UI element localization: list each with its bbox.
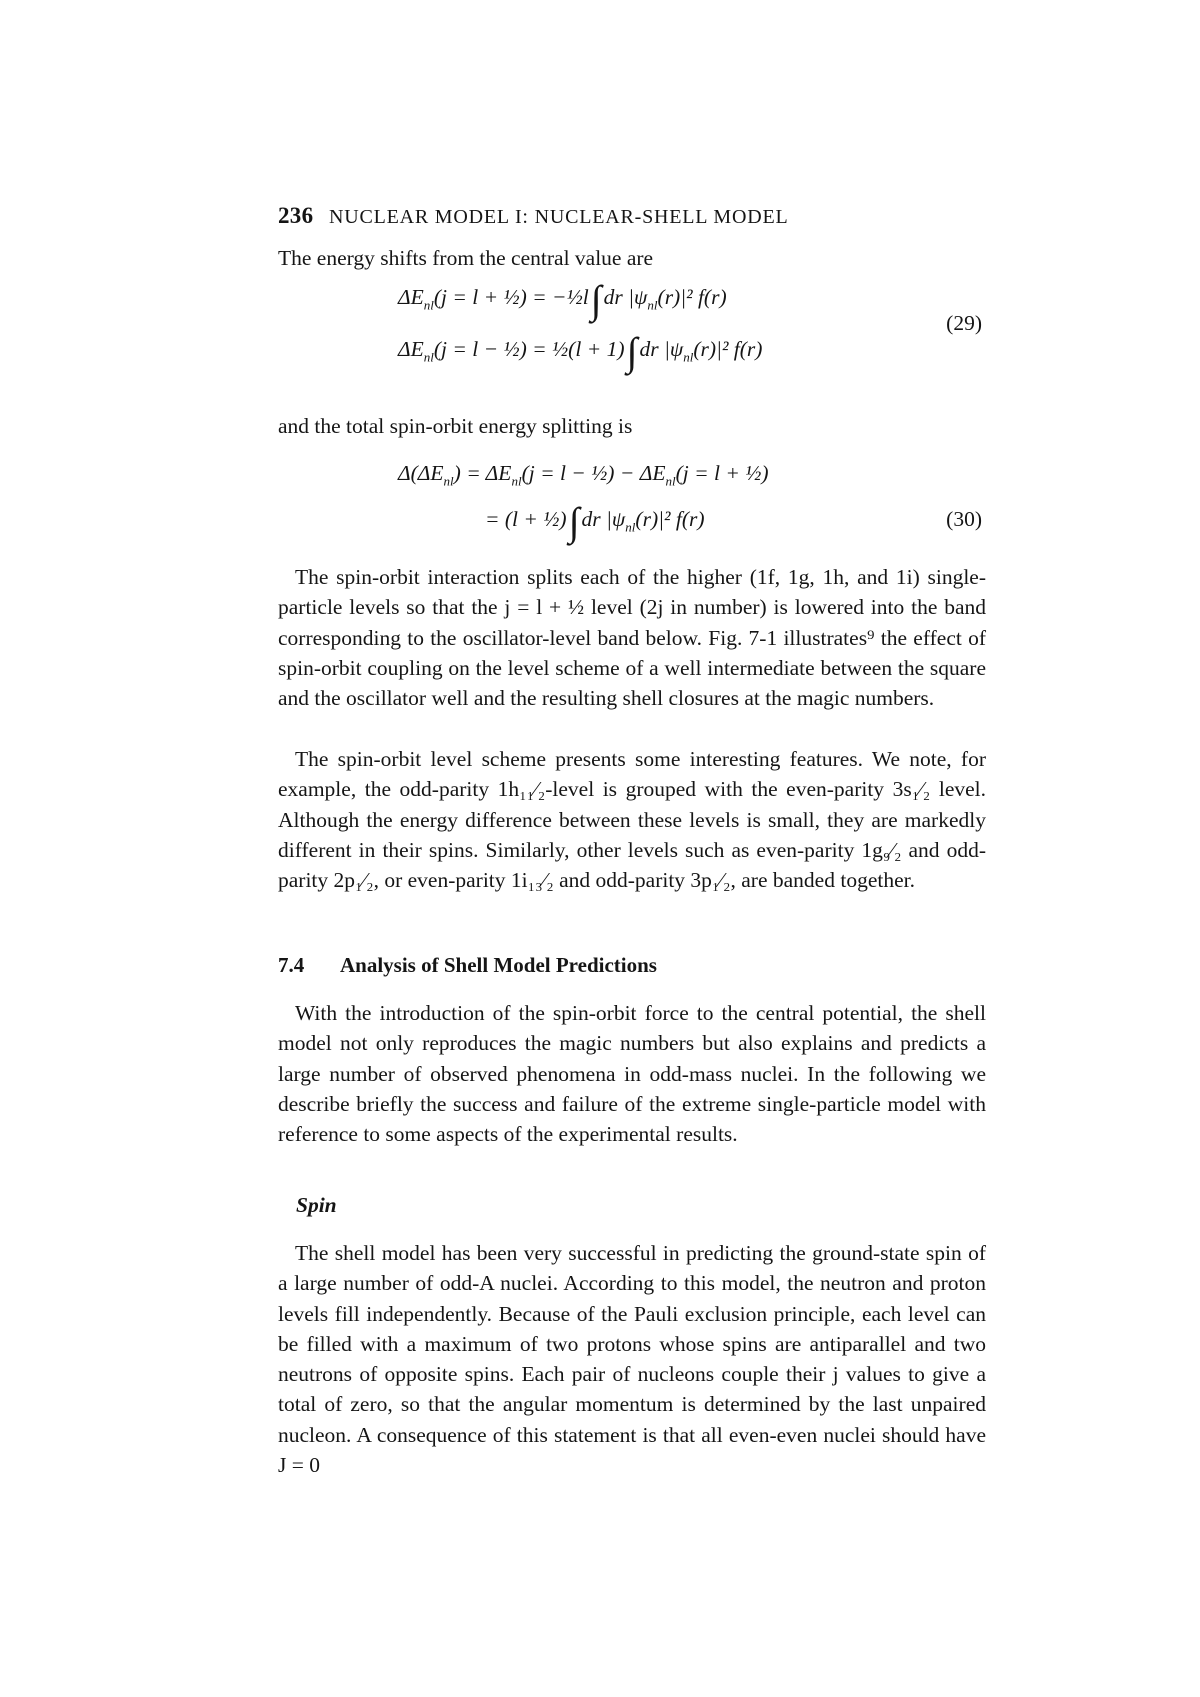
- eq29-l2-integrand-sub: nl: [683, 349, 694, 365]
- equation-number-29: (29): [946, 311, 982, 335]
- running-header: [278, 203, 788, 229]
- total-splitting-line: and the total spin-orbit energy splitting is: [278, 414, 633, 438]
- eq30-l2-integrand: dr |ψ: [581, 507, 626, 531]
- eq29-l2-lhs: ΔE: [398, 337, 424, 361]
- paragraph-introduction: [278, 998, 986, 1149]
- eq30-l1-c-sub: nl: [665, 473, 676, 489]
- section-title: Analysis of Shell Model Predictions: [340, 953, 657, 977]
- eq29-l1-lhs: ΔE: [398, 285, 424, 309]
- eq30-l2-tail: (r)|² f(r): [635, 507, 705, 531]
- page-number: 236: [278, 203, 314, 228]
- eq29-l1-tail: (r)|² f(r): [657, 285, 727, 309]
- paragraph-2-text: The spin-orbit level scheme presents some interesting features. We note, for example, the odd-parity 1h₁₁⁄₂-level is grouped with the even-parity 3s₁⁄₂ level. Although the energy difference between these levels is small, they are markedly different in their spins. Similarly, other levels such as even-parity 1g₉⁄₂ and odd-parity 2p₁⁄₂, or even-parity 1i₁₃⁄₂ and odd-parity 3p₁⁄₂, are banded together.: [278, 747, 986, 893]
- eq29-l1-integrand-sub: nl: [647, 297, 658, 313]
- section-heading: [278, 953, 657, 978]
- eq29-l2-integrand: dr |ψ: [639, 337, 684, 361]
- paragraph-level-scheme-features: [278, 744, 986, 895]
- paragraph-4-text: The shell model has been very successful in predicting the ground-state spin of a large number of odd-A nuclei. According to this model, the neutron and proton levels fill independently. Because of the Pauli exclusion principle, each level can be filled with a maximum of two protons whose spins are antiparallel and two neutrons of opposite spins. Each pair of nucleons couple their j values to give a total of zero, so that the angular momentum is determined by the last unpaired nucleon. A consequence of this statement is that all even-even nuclei should have J = 0: [278, 1241, 986, 1478]
- paragraph-spin-orbit-splitting: [278, 562, 986, 713]
- paragraph-1-text: The spin-orbit interaction splits each of the higher (1f, 1g, 1h, and 1i) single-particle levels so that the j = l + ½ level (2j in number) is lowered into the band corresponding to the oscillator-level band below. Fig. 7-1 illustrates⁹ the effect of spin-orbit coupling on the level scheme of a well intermediate between the square and the oscillator well and the resulting shell closures at the magic numbers.: [278, 565, 986, 711]
- eq30-l1-b: ) = ΔE: [453, 461, 512, 485]
- eq30-l2-a: = (l + ½): [485, 507, 567, 531]
- running-title: NUCLEAR MODEL I: NUCLEAR-SHELL MODEL: [328, 206, 789, 228]
- eq30-l1-c: (j = l − ½) − ΔE: [521, 461, 666, 485]
- intro-line: The energy shifts from the central value are: [278, 246, 654, 270]
- eq29-l1-sub: nl: [423, 297, 434, 313]
- eq30-l2-integrand-sub: nl: [625, 519, 636, 535]
- paragraph-spin: [278, 1238, 986, 1480]
- eq29-l2-sub: nl: [423, 349, 434, 365]
- eq30-l1-a: Δ(ΔE: [398, 461, 444, 485]
- integral-sign: ∫: [568, 499, 580, 544]
- eq29-l2-rest: (j = l − ½) = ½(l + 1): [433, 337, 625, 361]
- eq30-l1-d: (j = l + ½): [675, 461, 769, 485]
- eq30-l1-a-sub: nl: [443, 473, 454, 489]
- section-number: 7.4: [278, 953, 305, 977]
- equation-29-line-2: [398, 329, 763, 374]
- integral-sign: ∫: [626, 329, 638, 374]
- equation-number-30: (30): [946, 507, 982, 531]
- paragraph-3-text: With the introduction of the spin-orbit force to the central potential, the shell model not only reproduces the magic numbers but also explains and predicts a large number of observed phenomena in odd-mass nuclei. In the following we describe briefly the success and failure of the extreme single-particle model with reference to some aspects of the experimental results.: [278, 1001, 986, 1147]
- equation-30-line-1: [398, 461, 769, 489]
- integral-sign: ∫: [590, 277, 602, 322]
- eq30-l1-b-sub: nl: [511, 473, 522, 489]
- eq29-l1-rest: (j = l + ½) = −½l: [433, 285, 589, 309]
- equation-30-line-2: [485, 499, 705, 544]
- eq29-l2-tail: (r)|² f(r): [693, 337, 763, 361]
- subsection-heading: Spin: [296, 1193, 337, 1217]
- eq29-l1-integrand: dr |ψ: [603, 285, 648, 309]
- equation-29-line-1: [398, 277, 727, 322]
